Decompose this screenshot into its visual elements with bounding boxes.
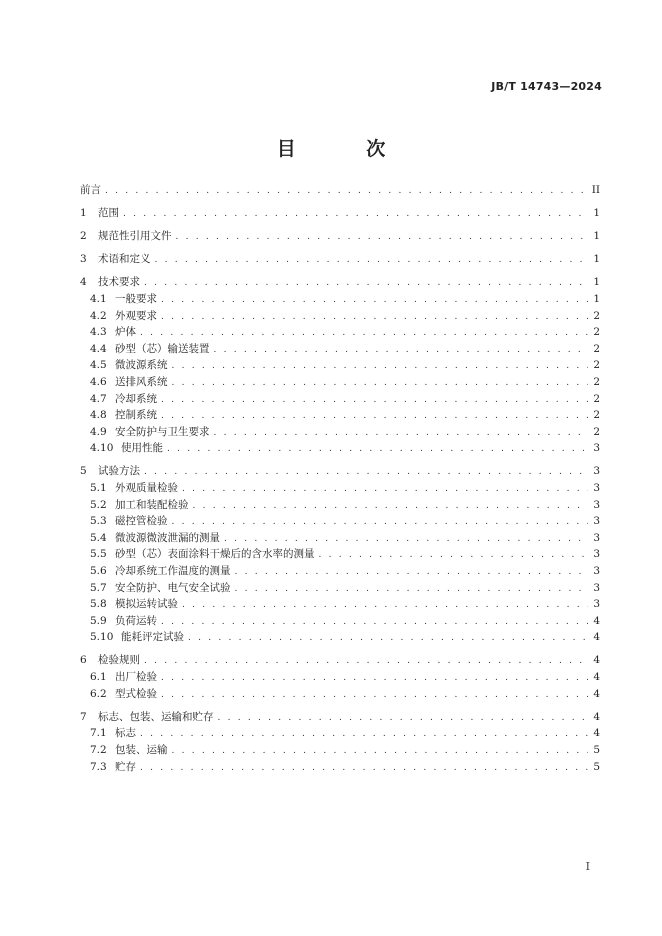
toc-entry-page: 4	[593, 614, 600, 627]
toc-entry-number: 4.1	[90, 292, 107, 305]
toc-entry-number: 7.1	[90, 727, 107, 740]
toc-entry[interactable]	[80, 324, 600, 341]
toc-entry-label: 磁控管检验	[115, 515, 168, 528]
dot-leader	[172, 375, 589, 392]
dot-leader	[172, 514, 589, 531]
toc-entry[interactable]	[80, 391, 600, 408]
toc-entry-label: 安全防护与卫生要求	[115, 425, 210, 438]
toc-entry[interactable]	[80, 725, 600, 742]
toc-entry-page: 3	[593, 498, 600, 511]
toc-entry[interactable]	[80, 341, 600, 358]
toc-entry[interactable]	[80, 251, 600, 268]
toc-entry[interactable]	[80, 308, 600, 325]
toc-entry[interactable]	[80, 497, 600, 514]
toc-entry-page: 3	[593, 598, 600, 611]
toc-entry-label: 外观要求	[115, 309, 157, 322]
toc-entry[interactable]	[80, 407, 600, 424]
toc-entry-label: 前言	[80, 184, 101, 196]
toc-entry-label: 能耗评定试验	[121, 631, 184, 644]
toc-entry-label: 使用性能	[121, 442, 163, 455]
dot-leader	[105, 183, 588, 200]
toc-entry[interactable]	[80, 228, 600, 245]
toc-entry-page: 1	[593, 230, 600, 243]
toc-entry-label: 模拟运转试验	[115, 598, 178, 611]
toc-entry-label: 术语和定义	[98, 253, 151, 266]
toc-entry[interactable]	[80, 530, 600, 547]
toc-entry-page: 4	[593, 710, 600, 723]
toc-entry-page: 5	[593, 760, 600, 773]
toc-entry[interactable]	[80, 480, 600, 497]
toc-entry-number: 6.2	[90, 687, 107, 700]
toc-entry-page: 4	[593, 671, 600, 684]
dot-leader	[144, 275, 588, 292]
toc-entry-label: 冷却系统工作温度的测量	[115, 564, 231, 577]
toc-entry-page: 2	[593, 425, 600, 438]
toc-entry-number: 4	[80, 276, 87, 289]
toc-entry-label: 规范性引用文件	[98, 230, 172, 243]
toc-entry-number: 7.3	[90, 760, 107, 773]
toc-entry-page: 2	[593, 342, 600, 355]
toc-entry-page: 1	[593, 292, 600, 305]
toc-entry-number: 6	[80, 654, 87, 667]
toc-entry-page: 2	[593, 309, 600, 322]
toc-entry[interactable]	[80, 709, 600, 726]
toc-entry-number: 4.3	[90, 326, 107, 339]
toc-entry-page: 3	[593, 548, 600, 561]
dot-leader	[155, 252, 589, 269]
toc-entry-page: II	[591, 184, 600, 196]
toc-entry-number: 4.2	[90, 309, 107, 322]
toc-entry[interactable]	[80, 513, 600, 530]
toc-entry[interactable]	[80, 274, 600, 291]
dot-leader	[172, 358, 589, 375]
dot-leader	[319, 547, 589, 564]
dot-leader	[161, 292, 588, 309]
toc-entry-number: 4.5	[90, 359, 107, 372]
toc-entry-label: 负荷运转	[115, 614, 157, 627]
dot-leader	[123, 206, 588, 223]
toc-entry-number: 5.7	[90, 581, 107, 594]
toc-entry[interactable]	[80, 440, 600, 457]
dot-leader	[235, 581, 589, 598]
toc-entry-number: 4.8	[90, 409, 107, 422]
dot-leader	[188, 630, 588, 647]
toc-entry-label: 标志	[115, 727, 136, 740]
dot-leader	[182, 481, 588, 498]
toc-entry-label: 砂型（芯）输送装置	[115, 342, 210, 355]
toc-entry-page: 3	[593, 482, 600, 494]
toc-entry-number: 4.9	[90, 425, 107, 438]
toc-entry-number: 5.6	[90, 564, 107, 577]
dot-leader	[161, 687, 588, 704]
toc-entry-number: 7.2	[90, 743, 107, 756]
dot-leader	[161, 408, 588, 425]
toc-entry-page: 2	[593, 392, 600, 405]
toc-entry-label: 外观质量检验	[115, 482, 178, 494]
dot-leader	[140, 760, 588, 777]
toc-entry[interactable]	[80, 291, 600, 308]
toc-entry-number: 5	[80, 465, 87, 478]
toc-entry-page: 5	[593, 743, 600, 756]
toc-entry[interactable]	[80, 374, 600, 391]
dot-leader	[214, 342, 589, 359]
dot-leader	[182, 597, 588, 614]
toc-entry[interactable]	[80, 357, 600, 374]
toc-entry-label: 送排风系统	[115, 375, 168, 388]
dot-leader	[161, 670, 588, 687]
toc-entry-label: 试验方法	[98, 465, 140, 478]
toc-entry[interactable]	[80, 742, 600, 759]
toc-entry-page: 3	[593, 564, 600, 577]
toc-entry-number: 5.4	[90, 531, 107, 544]
toc-entry-label: 控制系统	[115, 409, 157, 422]
dot-leader	[193, 498, 589, 515]
dot-leader	[161, 392, 588, 409]
toc-entry-number: 3	[80, 253, 87, 266]
toc-entry-number: 5.8	[90, 598, 107, 611]
toc-entry[interactable]	[80, 580, 600, 597]
toc-entry[interactable]	[80, 613, 600, 630]
toc-entry-number: 4.4	[90, 342, 107, 355]
toc-entry[interactable]	[80, 546, 600, 563]
toc-entry-number: 7	[80, 710, 87, 723]
toc-entry[interactable]	[80, 424, 600, 441]
toc-entry-label: 包装、运输	[115, 743, 168, 756]
toc-entry[interactable]	[80, 652, 600, 669]
toc-entry-page: 3	[593, 465, 600, 478]
toc-entry[interactable]	[80, 629, 600, 646]
toc-entry-number: 5.3	[90, 515, 107, 528]
toc-entry-number: 4.10	[90, 442, 114, 455]
toc-entry[interactable]	[80, 182, 600, 199]
toc-entry-number: 4.7	[90, 392, 107, 405]
toc-entry-label: 冷却系统	[115, 392, 157, 405]
dot-leader	[235, 564, 589, 581]
dot-leader	[167, 441, 588, 458]
toc-entry-page: 2	[593, 375, 600, 388]
toc-entry[interactable]	[80, 759, 600, 776]
toc-entry-label: 微波源微波泄漏的测量	[115, 531, 220, 544]
toc-entry-page: 2	[593, 326, 600, 339]
toc-entry-page: 3	[593, 531, 600, 544]
dot-leader	[161, 614, 588, 631]
toc-entry-label: 贮存	[115, 760, 136, 773]
toc-entry-label: 出厂检验	[115, 671, 157, 684]
dot-leader	[161, 309, 588, 326]
dot-leader	[214, 425, 589, 442]
dot-leader	[140, 325, 588, 342]
page-number: I	[585, 860, 590, 873]
dot-leader	[176, 229, 589, 246]
dot-leader	[224, 531, 588, 548]
dot-leader	[144, 464, 588, 481]
toc-entry-number: 2	[80, 230, 87, 243]
dot-leader	[144, 653, 588, 670]
toc-entry-label: 标志、包装、运输和贮存	[98, 710, 214, 723]
toc-entry[interactable]	[80, 669, 600, 686]
toc-entry-page: 4	[593, 687, 600, 700]
toc-entry-number: 1	[80, 207, 87, 220]
toc-entry-label: 微波源系统	[115, 359, 168, 372]
toc-entry[interactable]	[80, 205, 600, 222]
page-title: 目 次	[276, 138, 418, 160]
toc-entry-label: 砂型（芯）表面涂料干燥后的含水率的测量	[115, 548, 315, 561]
dot-leader	[218, 710, 589, 727]
toc-entry-number: 5.9	[90, 614, 107, 627]
toc-entry-label: 加工和装配检验	[115, 498, 189, 511]
toc-entry-number: 6.1	[90, 671, 107, 684]
dot-leader	[140, 726, 588, 743]
toc-entry-label: 一般要求	[115, 292, 157, 305]
toc-entry[interactable]	[80, 596, 600, 613]
table-of-contents	[80, 182, 600, 775]
toc-entry-page: 4	[593, 631, 600, 644]
toc-entry[interactable]	[80, 686, 600, 703]
toc-entry-label: 型式检验	[115, 687, 157, 700]
toc-entry-page: 2	[593, 409, 600, 422]
toc-entry-label: 炉体	[115, 326, 136, 339]
toc-entry-label: 范围	[98, 207, 119, 220]
toc-entry-label: 技术要求	[98, 276, 140, 289]
toc-entry-number: 5.2	[90, 498, 107, 511]
standard-number: JB/T 14743—2024	[491, 80, 602, 93]
dot-leader	[172, 743, 589, 760]
toc-entry-page: 4	[593, 727, 600, 740]
toc-entry-page: 1	[593, 253, 600, 266]
toc-entry-number: 5.1	[90, 482, 107, 494]
toc-entry-number: 4.6	[90, 375, 107, 388]
toc-entry[interactable]	[80, 463, 600, 480]
toc-entry-page: 4	[593, 654, 600, 667]
toc-entry-page: 2	[593, 359, 600, 372]
toc-entry-number: 5.5	[90, 548, 107, 561]
toc-entry-page: 1	[593, 276, 600, 289]
toc-entry[interactable]	[80, 563, 600, 580]
toc-entry-label: 安全防护、电气安全试验	[115, 581, 231, 594]
toc-entry-number: 5.10	[90, 631, 114, 644]
toc-entry-page: 1	[593, 207, 600, 220]
toc-entry-label: 检验规则	[98, 654, 140, 667]
toc-entry-page: 3	[593, 581, 600, 594]
toc-entry-page: 3	[593, 442, 600, 455]
toc-entry-page: 3	[593, 515, 600, 528]
